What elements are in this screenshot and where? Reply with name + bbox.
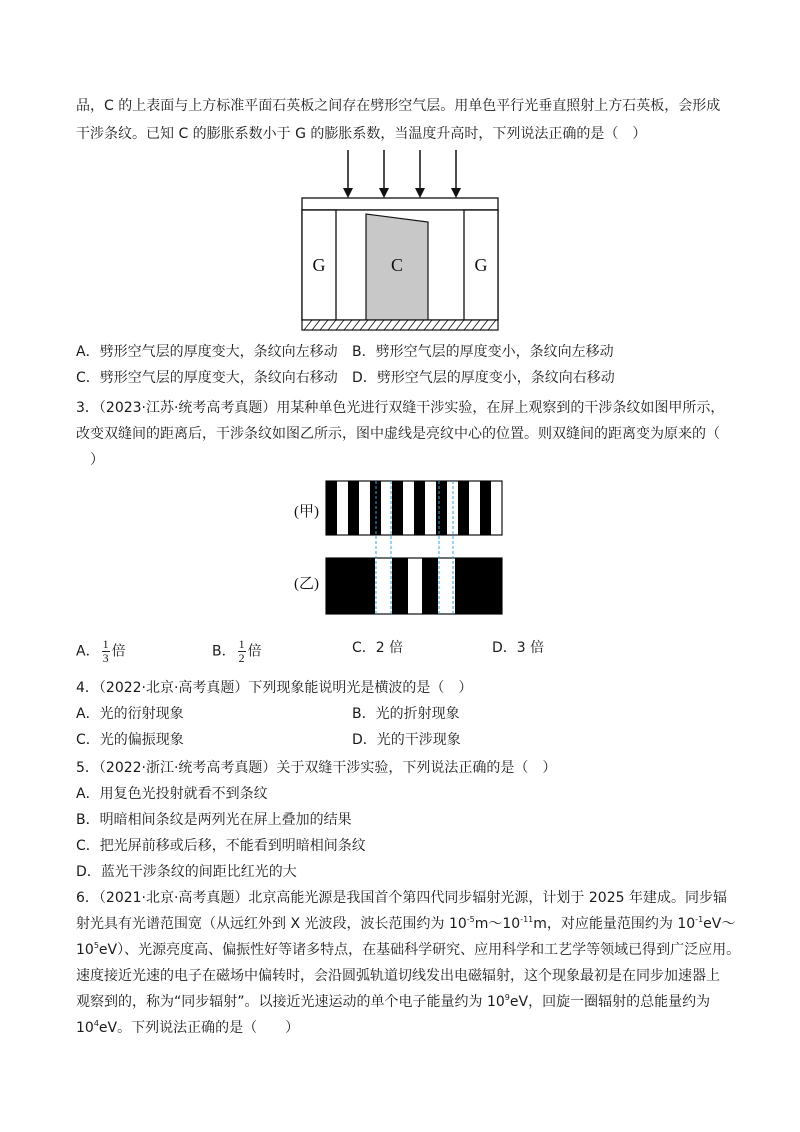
q3-option-b[interactable] bbox=[212, 638, 262, 665]
label-yi: (乙) bbox=[294, 576, 319, 592]
q5-option-c[interactable]: C．把光屏前移或后移，不能看到明暗相间条纹 bbox=[76, 838, 366, 854]
q3-stem-line2: 改变双缝间的距离后，干涉条纹如图乙所示，图中虚线是亮纹中心的位置。则双缝间的距离变为原来的（ bbox=[76, 426, 720, 442]
top-quartz-plate bbox=[302, 198, 498, 210]
fraction-one-third bbox=[102, 638, 110, 665]
dark-fringe bbox=[326, 481, 337, 535]
left-g-label: G bbox=[312, 255, 326, 275]
light-arrowhead-3 bbox=[415, 188, 425, 198]
dark-fringe bbox=[422, 558, 438, 614]
q3-option-c[interactable]: C．2 倍 bbox=[352, 640, 404, 656]
c-label: C bbox=[390, 255, 404, 275]
right-g-label: G bbox=[474, 255, 488, 275]
q2-option-c[interactable]: C．劈形空气层的厚度变大，条纹向右移动 bbox=[76, 370, 338, 386]
light-arrowhead-1 bbox=[343, 188, 353, 198]
q5-stem: 5．（2022·浙江·统考高考真题）关于双缝干涉实验，下列说法正确的是（ ） bbox=[76, 760, 557, 776]
q2-option-d[interactable]: D．劈形空气层的厚度变小，条纹向右移动 bbox=[352, 370, 615, 386]
dark-fringe bbox=[326, 558, 375, 614]
q4-option-a[interactable]: A．光的衍射现象 bbox=[76, 706, 184, 722]
q3-option-a-num: 1 bbox=[102, 637, 109, 651]
q6-line5: 观察到的，称为“同步辐射”。以接近光速运动的单个电子能量约为 $10^9eV$，回旋一圈辐射的总能量约为 bbox=[76, 993, 711, 1010]
q2-intro-line2: 干涉条纹。已知 C 的膨胀系数小于 G 的膨胀系数，当温度升高时，下列说法正确的是（ ） bbox=[76, 126, 647, 142]
light-arrowhead-4 bbox=[451, 188, 461, 198]
q6-line2: 射光具有光谱范围宽（从远红外到 X 光波段，波长范围约为 $10^{-5}m\sim 10^{-11}m$，对应能量范围约为 $10^{-1}eV\sim$ bbox=[76, 915, 736, 932]
dark-fringe bbox=[436, 481, 447, 535]
q3-option-b-prefix: B． bbox=[212, 643, 236, 660]
q5-option-a[interactable]: A．用复色光投射就看不到条纹 bbox=[76, 786, 268, 802]
q6-line6: $10^4eV$。下列说法正确的是（ ） bbox=[76, 1019, 300, 1036]
q2-intro-line1: 品，C 的上表面与上方标准平面石英板之间存在劈形空气层。用单色平行光垂直照射上方石英板，会形成 bbox=[76, 98, 721, 114]
q6-line4: 速度接近光速的电子在磁场中偏转时，会沿圆弧轨道切线发出电磁辐射，这个现象最初是在同步加速器上 bbox=[76, 968, 720, 984]
q2-option-b[interactable]: B．劈形空气层的厚度变小，条纹向左移动 bbox=[352, 344, 614, 360]
dark-fringe bbox=[392, 558, 408, 614]
q4-option-b[interactable]: B．光的折射现象 bbox=[352, 706, 460, 722]
q3-option-a-suffix: 倍 bbox=[111, 643, 126, 660]
dark-fringe bbox=[414, 481, 425, 535]
q3-option-a[interactable] bbox=[76, 638, 126, 665]
q3-stem-line3: ） bbox=[76, 452, 104, 468]
q6-line1: 6．（2021·北京·高考真题）北京高能光源是我国首个第四代同步辐射光源，计划于 2025 年建成。同步辐 bbox=[76, 890, 727, 906]
expansion-figure bbox=[290, 148, 510, 338]
dark-fringe bbox=[458, 481, 469, 535]
q4-stem: 4．（2022·北京·高考真题）下列现象能说明光是横波的是（ ） bbox=[76, 680, 473, 696]
dark-fringe bbox=[348, 481, 359, 535]
q5-option-d[interactable]: D．蓝光干涉条纹的间距比红光的大 bbox=[76, 864, 297, 880]
q6-line3: $10^5eV$）、光源亮度高、偏振性好等诸多特点，在基础科学研究、应用科学和工艺学等领域已得到广泛应用。 bbox=[76, 941, 741, 958]
q3-option-d[interactable]: D．3 倍 bbox=[492, 640, 545, 656]
q3-option-b-num: 1 bbox=[238, 637, 245, 651]
q4-option-c[interactable]: C．光的偏振现象 bbox=[76, 732, 184, 748]
hatched-base bbox=[302, 320, 498, 330]
fringe-figure bbox=[290, 478, 510, 618]
q3-option-a-den: 3 bbox=[102, 651, 109, 665]
light-arrowhead-2 bbox=[379, 188, 389, 198]
q2-option-a[interactable]: A．劈形空气层的厚度变大，条纹向左移动 bbox=[76, 344, 338, 360]
fraction-one-half bbox=[238, 638, 246, 665]
pattern-yi bbox=[326, 558, 502, 614]
label-jia: (甲) bbox=[294, 504, 319, 520]
q3-option-b-den: 2 bbox=[238, 651, 245, 665]
q3-option-b-suffix: 倍 bbox=[247, 643, 262, 660]
dark-fringe bbox=[480, 481, 491, 535]
dark-fringe bbox=[392, 481, 403, 535]
q4-option-d[interactable]: D．光的干涉现象 bbox=[352, 732, 461, 748]
dark-fringe bbox=[455, 558, 502, 614]
pattern-jia bbox=[326, 481, 502, 535]
q5-option-b[interactable]: B．明暗相间条纹是两列光在屏上叠加的结果 bbox=[76, 812, 352, 828]
q3-option-a-prefix: A． bbox=[76, 643, 100, 660]
q3-stem-line1: 3．（2023·江苏·统考高考真题）用某种单色光进行双缝干涉实验，在屏上观察到的干涉条纹如图甲所示， bbox=[76, 400, 725, 416]
